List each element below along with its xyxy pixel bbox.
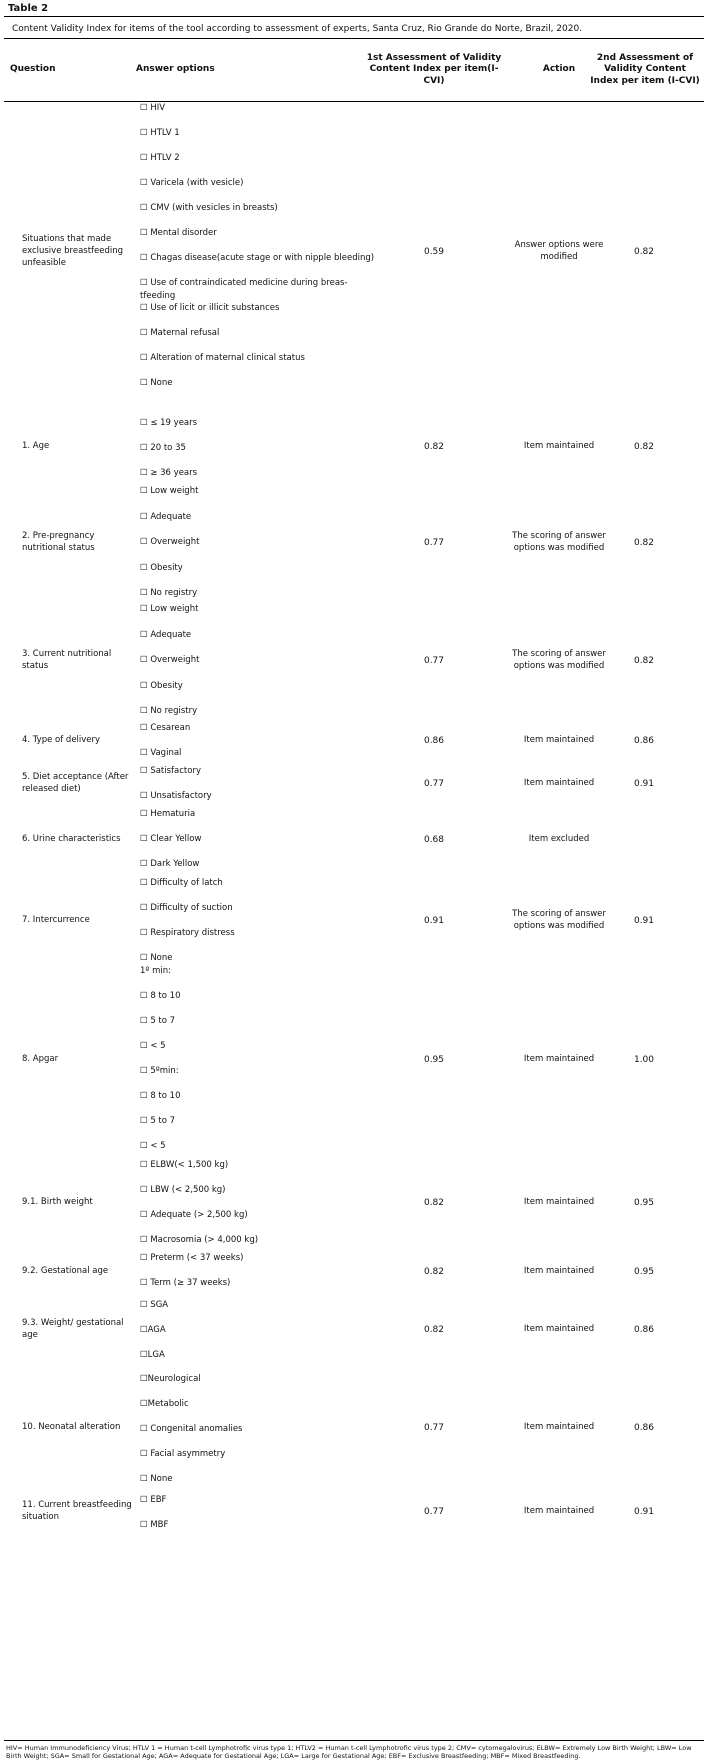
answer-option: ☐ ELBW(< 1,500 kg) — [140, 1160, 229, 1170]
answer-option: ☐ Term (≥ 37 weeks) — [140, 1278, 231, 1288]
answer-option: ☐ No registry — [140, 706, 198, 716]
first-icvi-cell: 0.77 — [423, 1507, 445, 1517]
answer-option: ☐ Preterm (< 37 weeks) — [140, 1253, 244, 1263]
first-icvi-cell: 0.82 — [423, 1198, 445, 1208]
first-icvi-cell: 0.95 — [423, 1055, 445, 1065]
second-icvi-cell: 0.86 — [633, 1325, 655, 1335]
table-label: Table 2 — [8, 3, 49, 14]
answer-option: ☐ None — [140, 953, 173, 963]
answer-option: ☐ Difficulty of latch — [140, 878, 223, 888]
question-cell: 4. Type of delivery — [22, 735, 101, 745]
answer-option: ☐ < 5 — [140, 1041, 166, 1051]
question-cell: 1. Age — [22, 441, 50, 451]
answer-option: ☐ Macrosomia (> 4,000 kg) — [140, 1235, 259, 1245]
table-footnote: HIV= Human Immunodeficiency Virus; HTLV 1 = Human t-cell Lymphotrofic virus type 1; HTLV2 = Human t-cell Lymphotrofic virus type 2; CMV= cytomegalovirus; ELBW= Extremely Low Birth Weight; LBW= Low Birth Weight; SGA= Small for Gestational Age; AGA= Adequate for Gestational Age; LGA= Large for Gestational Age; EBF= Exclusive Breastfeeding; MBF= Mixed Breastfeeding. — [6, 1744, 692, 1760]
answer-option: ☐ Use of licit or illicit substances — [140, 303, 280, 313]
second-icvi-cell: 0.91 — [633, 916, 655, 926]
answer-option: ☐ Overweight — [140, 537, 200, 547]
answer-option: ☐ Use of contraindicated medicine during breas-tfeeding — [140, 278, 348, 301]
question-cell: 8. Apgar — [22, 1054, 59, 1064]
question-cell: 9.2. Gestational age — [22, 1266, 109, 1276]
question-cell: 10. Neonatal alteration — [22, 1422, 121, 1432]
first-icvi-cell: 0.77 — [423, 656, 445, 666]
answer-option: ☐ Adequate — [140, 629, 192, 640]
first-icvi-cell: 0.82 — [423, 1325, 445, 1335]
answer-option: ☐Metabolic — [140, 1399, 189, 1409]
answer-option: ☐ HTLV 2 — [140, 153, 180, 163]
answer-option: ☐ Satisfactory — [140, 766, 201, 776]
answer-option: ☐ Facial asymmetry — [140, 1449, 226, 1459]
answer-option: ☐ MBF — [140, 1520, 169, 1530]
second-icvi-cell: 1.00 — [633, 1055, 655, 1065]
answer-option: ☐ Obesity — [140, 562, 183, 573]
answer-option: 1º min: — [140, 966, 172, 976]
action-cell: Item maintained — [523, 441, 595, 451]
first-icvi-cell: 0.77 — [423, 779, 445, 789]
action-cell: Item maintained — [523, 1506, 595, 1516]
answer-option: ☐ SGA — [140, 1300, 169, 1310]
question-cell: 6. Urine characteristics — [22, 834, 121, 844]
action-cell: The scoring of answer options was modified — [512, 909, 606, 931]
answer-option: ☐ Low weight — [140, 486, 199, 496]
answer-option: ☐ Chagas disease(acute stage or with nipple bleeding) — [140, 253, 375, 263]
answer-option: ☐ Dark Yellow — [140, 859, 200, 869]
answer-option: ☐ Hematuria — [140, 809, 196, 819]
first-icvi-cell: 0.82 — [423, 1267, 445, 1277]
answer-option: ☐ < 5 — [140, 1141, 166, 1151]
answer-option: ☐ None — [140, 378, 173, 388]
header-first-assessment: 1st Assessment of Validity Content Index per item(I-CVI) — [366, 53, 502, 86]
second-icvi-cell: 0.86 — [633, 736, 655, 746]
answer-option: ☐ 5 to 7 — [140, 1016, 176, 1026]
answer-option: ☐ 5 to 7 — [140, 1116, 176, 1126]
bottom-rule — [4, 1740, 704, 1741]
action-cell: The scoring of answer options was modified — [512, 531, 606, 553]
question-cell: Situations that made exclusive breastfeeding unfeasible — [22, 234, 124, 268]
action-cell: Item maintained — [523, 1197, 595, 1207]
action-cell: Item maintained — [523, 778, 595, 788]
question-cell: 9.1. Birth weight — [22, 1197, 93, 1207]
answer-option: ☐ EBF — [140, 1495, 167, 1505]
answer-option: ☐ Congenital anomalies — [140, 1424, 243, 1434]
answer-option: ☐ Low weight — [140, 604, 199, 614]
question-cell: 2. Pre-pregnancy nutritional status — [22, 531, 95, 553]
answer-option: ☐ 5ºmin: — [140, 1066, 179, 1076]
first-icvi-cell: 0.82 — [423, 442, 445, 452]
action-cell: Item maintained — [523, 1054, 595, 1064]
question-cell: 9.3. Weight/ gestational age — [22, 1318, 124, 1340]
action-cell: Item maintained — [523, 1422, 595, 1432]
answer-option: ☐ 8 to 10 — [140, 991, 181, 1001]
header-answer-options: Answer options — [136, 64, 215, 75]
answer-option: ☐ None — [140, 1474, 173, 1484]
answer-option: ☐ Clear Yellow — [140, 834, 202, 844]
question-cell: 5. Diet acceptance (After released diet) — [22, 772, 129, 794]
header-action: Action — [542, 64, 576, 75]
answer-option: ☐ ≤ 19 years — [140, 418, 198, 428]
action-cell: Item maintained — [523, 735, 595, 745]
answer-option: ☐Neurological — [140, 1374, 201, 1384]
answer-option: ☐ Obesity — [140, 680, 183, 691]
top-rule — [4, 16, 704, 17]
table-caption: Content Validity Index for items of the tool according to assessment of experts, Santa Cruz, Rio Grande do Norte, Brazil, 2020. — [12, 24, 583, 34]
answer-option: ☐ Cesarean — [140, 723, 191, 733]
answer-option: ☐ 8 to 10 — [140, 1091, 181, 1101]
answer-option: ☐ Varicela (with vesicle) — [140, 178, 244, 188]
first-icvi-cell: 0.86 — [423, 736, 445, 746]
action-cell: Item maintained — [523, 1266, 595, 1276]
answer-option: ☐LGA — [140, 1350, 165, 1360]
answer-option: ☐ CMV (with vesicles in breasts) — [140, 203, 278, 213]
action-cell: Item maintained — [523, 1324, 595, 1334]
first-icvi-cell: 0.59 — [423, 247, 445, 257]
answer-option: ☐ ≥ 36 years — [140, 468, 198, 478]
answer-option: ☐ HIV — [140, 103, 166, 113]
second-icvi-cell: 0.91 — [633, 1507, 655, 1517]
second-icvi-cell: 0.82 — [633, 656, 655, 666]
second-icvi-cell: 0.91 — [633, 779, 655, 789]
first-icvi-cell: 0.77 — [423, 1423, 445, 1433]
answer-option: ☐ No registry — [140, 588, 198, 598]
first-icvi-cell: 0.68 — [423, 835, 445, 845]
answer-option: ☐ Adequate (> 2,500 kg) — [140, 1210, 248, 1220]
answer-option: ☐ Unsatisfactory — [140, 791, 212, 801]
question-cell: 11. Current breastfeeding situation — [22, 1500, 132, 1522]
question-cell: 7. Intercurrence — [22, 915, 90, 925]
action-cell: The scoring of answer options was modified — [512, 649, 606, 671]
second-icvi-cell: 0.82 — [633, 247, 655, 257]
second-icvi-cell: 0.82 — [633, 538, 655, 548]
answer-option: ☐ HTLV 1 — [140, 128, 180, 138]
answer-option: ☐ Respiratory distress — [140, 928, 235, 938]
header-question: Question — [10, 64, 56, 75]
second-icvi-cell: 0.86 — [633, 1423, 655, 1433]
answer-option: ☐AGA — [140, 1325, 166, 1335]
second-icvi-cell: 0.95 — [633, 1267, 655, 1277]
second-icvi-cell: 0.82 — [633, 442, 655, 452]
answer-option: ☐ Mental disorder — [140, 228, 217, 238]
answer-option: ☐ Vaginal — [140, 748, 182, 758]
first-icvi-cell: 0.91 — [423, 916, 445, 926]
second-icvi-cell: 0.95 — [633, 1198, 655, 1208]
caption-rule — [4, 38, 704, 39]
answer-option: ☐ Maternal refusal — [140, 328, 220, 338]
answer-option: ☐ Alteration of maternal clinical status — [140, 353, 305, 363]
header-second-assessment: 2nd Assessment of Validity Content Index per item (I-CVI) — [590, 53, 700, 86]
action-cell: Answer options were modified — [514, 240, 604, 262]
first-icvi-cell: 0.77 — [423, 538, 445, 548]
answer-option: ☐ 20 to 35 — [140, 443, 186, 453]
action-cell: Item excluded — [528, 834, 590, 844]
answer-option: ☐ Adequate — [140, 511, 192, 522]
answer-option: ☐ Difficulty of suction — [140, 903, 233, 913]
answer-option: ☐ Overweight — [140, 655, 200, 665]
question-cell: 3. Current nutritional status — [22, 649, 112, 671]
answer-option: ☐ LBW (< 2,500 kg) — [140, 1185, 226, 1195]
